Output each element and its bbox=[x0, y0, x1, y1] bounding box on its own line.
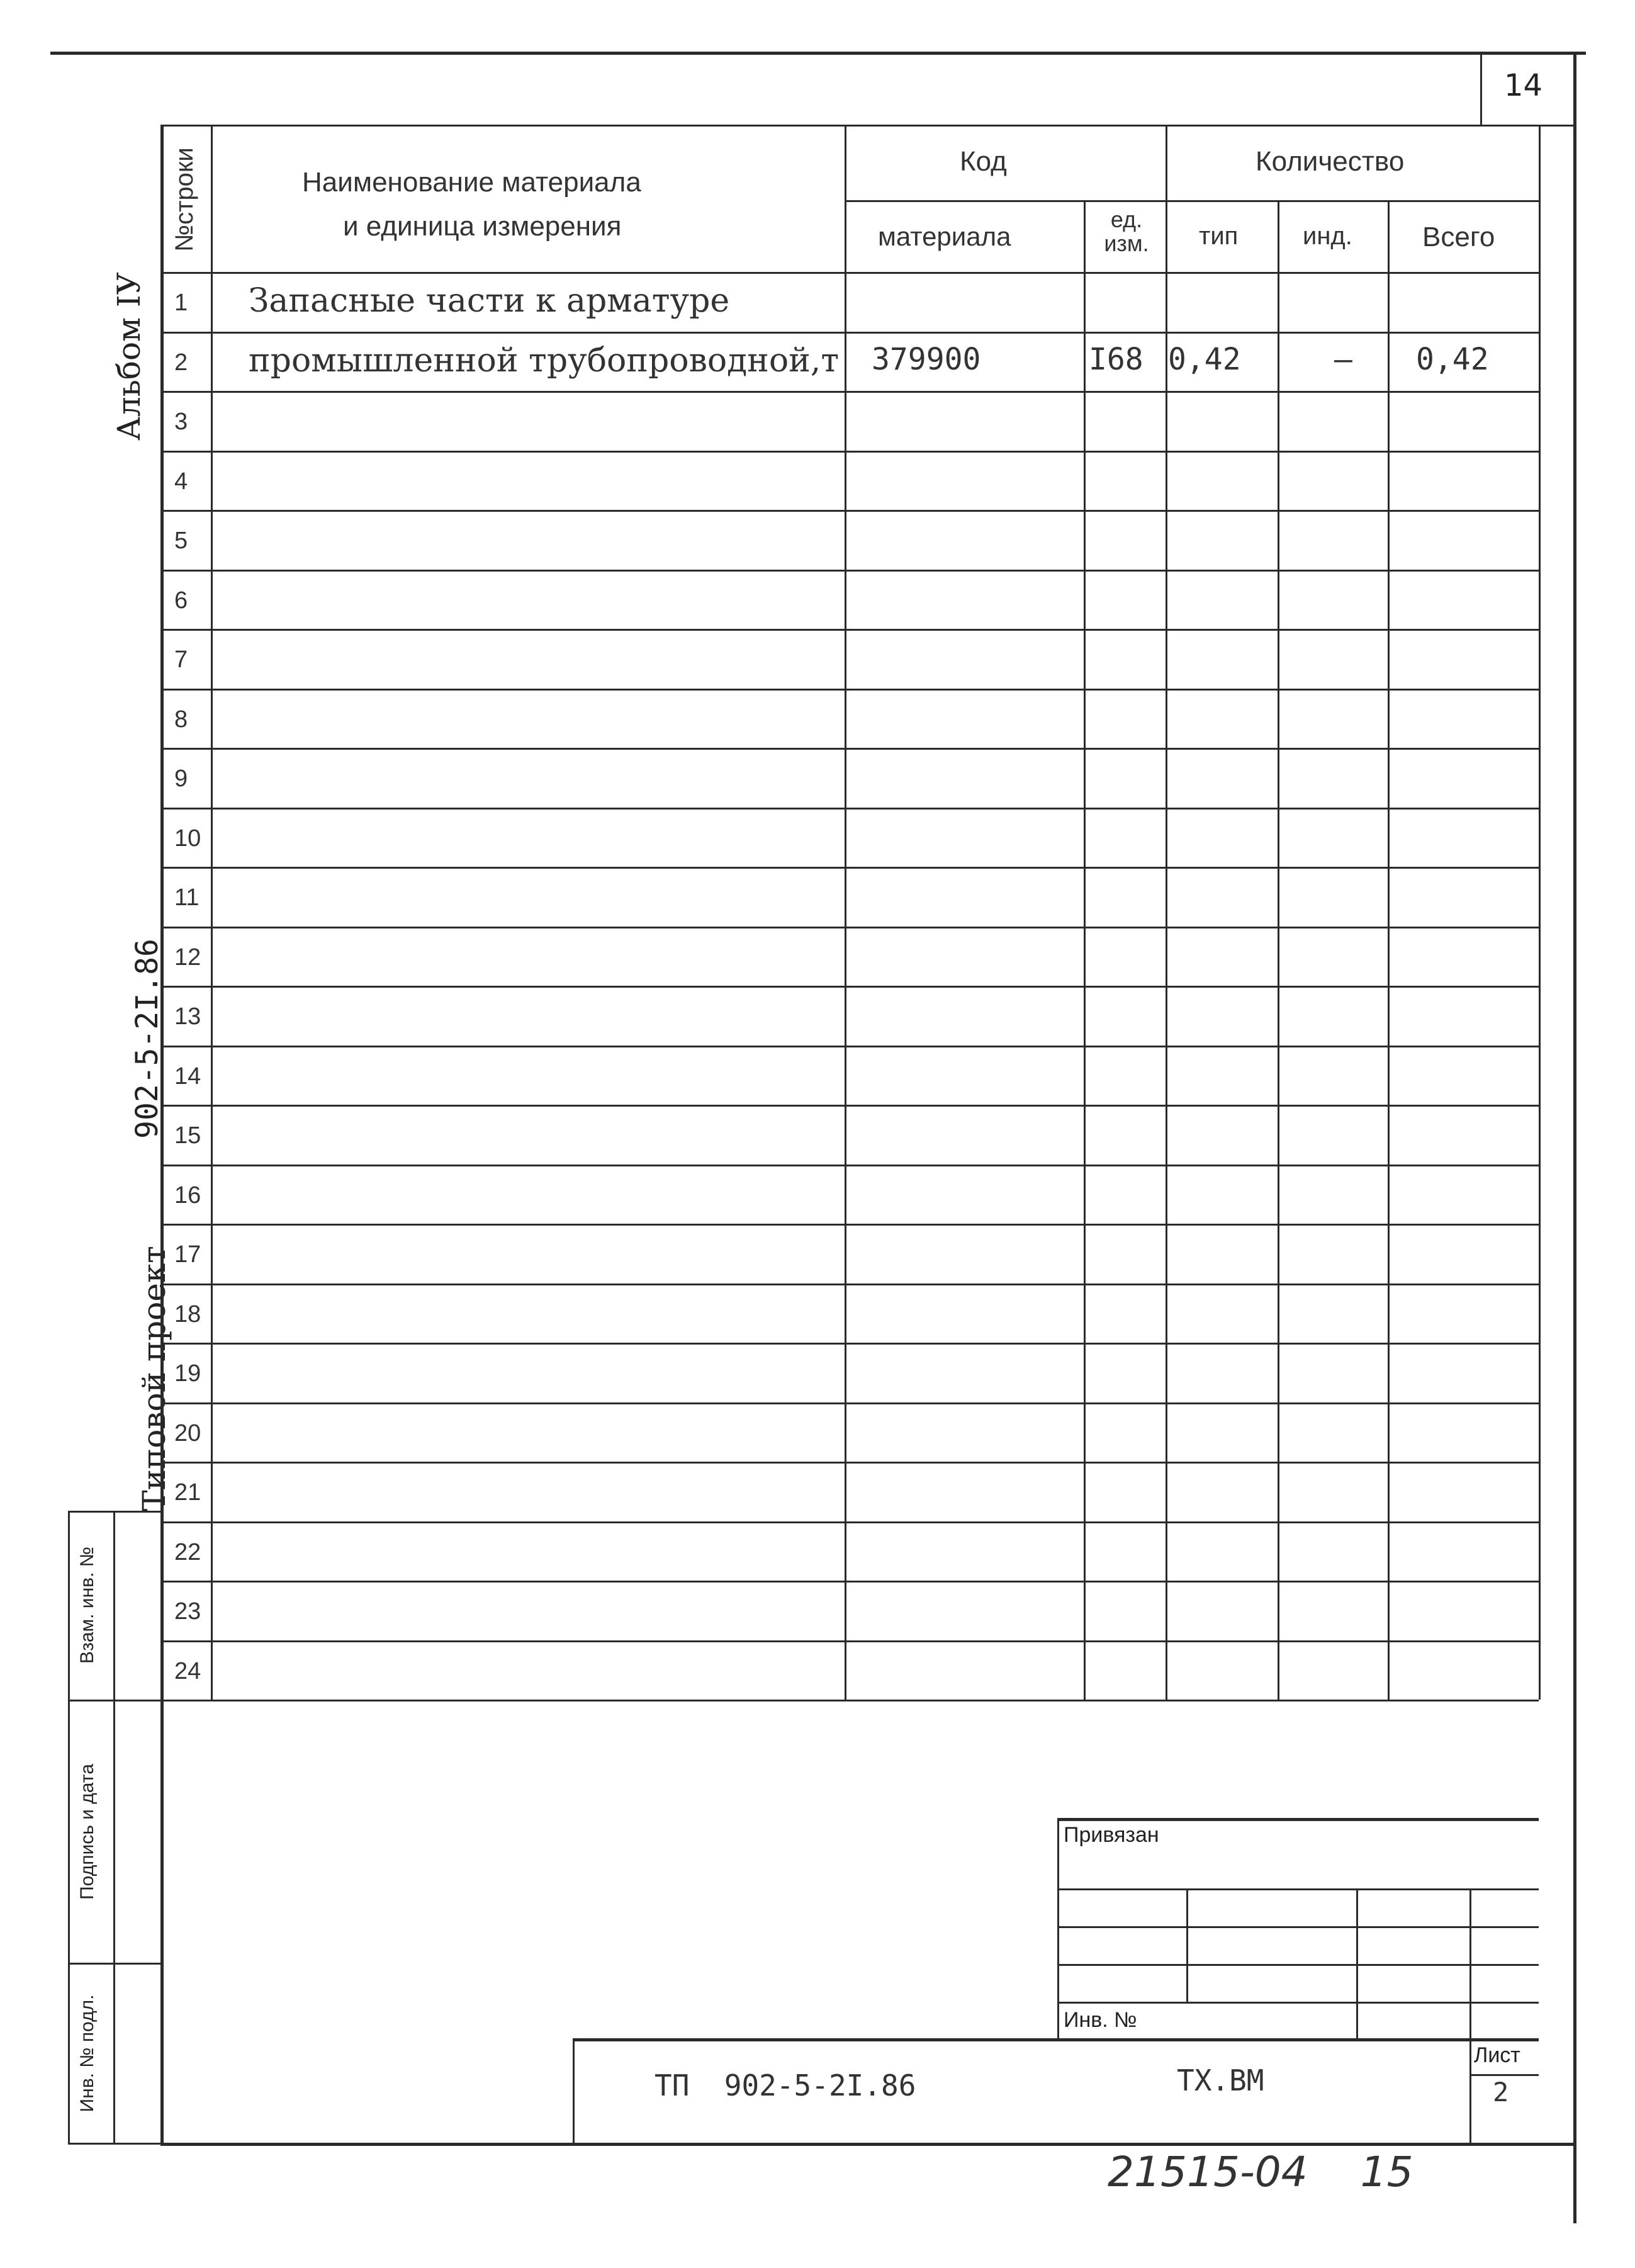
signature-date-label: Подпись и дата bbox=[77, 1764, 98, 1900]
title-block-top-line bbox=[1057, 1818, 1539, 1821]
row-number: 8 bbox=[174, 706, 188, 733]
row-line bbox=[160, 927, 1539, 928]
header-qty-ind: инд. bbox=[1303, 222, 1352, 250]
col-sep-code-unit bbox=[1084, 200, 1086, 1700]
row-number: 15 bbox=[174, 1122, 201, 1149]
row-line bbox=[160, 570, 1539, 572]
cell-name: промышленной трубопроводной,т bbox=[249, 341, 840, 380]
title-block-left-line bbox=[1057, 1818, 1059, 2038]
row-line bbox=[160, 808, 1539, 810]
title-block-line-2 bbox=[1057, 1926, 1539, 1928]
row-number: 1 bbox=[174, 290, 188, 316]
row-line bbox=[160, 1343, 1539, 1345]
row-line bbox=[160, 391, 1539, 393]
row-number: 9 bbox=[174, 765, 188, 792]
row-number: 14 bbox=[174, 1063, 201, 1090]
row-line bbox=[160, 748, 1539, 750]
corner-box-left-line bbox=[1480, 52, 1482, 126]
handwritten-footer-note: 21515-04 15 bbox=[1108, 2148, 1413, 2196]
row-line bbox=[160, 1165, 1539, 1166]
side-stamp-inner-line bbox=[113, 1511, 115, 2143]
row-line bbox=[160, 1046, 1539, 1047]
row-number: 12 bbox=[174, 944, 201, 971]
title-block-col-2 bbox=[1356, 1888, 1358, 2038]
row-number: 20 bbox=[174, 1419, 201, 1447]
replacement-inv-label: Взам. инв. № bbox=[77, 1547, 98, 1664]
row-number: 16 bbox=[174, 1182, 201, 1209]
header-qty-total: Всего bbox=[1422, 222, 1495, 252]
title-block-col-1 bbox=[1186, 1888, 1188, 2002]
title-block-col-3 bbox=[1469, 1888, 1471, 2143]
inv-no-label: Инв. № bbox=[1064, 2008, 1137, 2032]
col-sep-right bbox=[1539, 125, 1541, 1700]
row-line bbox=[160, 1105, 1539, 1107]
row-number: 4 bbox=[174, 468, 188, 495]
row-number: 11 bbox=[174, 884, 199, 911]
table-top-line bbox=[160, 125, 1573, 127]
row-line bbox=[160, 1462, 1539, 1464]
cell-unit: I68 bbox=[1089, 341, 1143, 377]
row-line bbox=[160, 1640, 1539, 1642]
album-label: Альбом IУ bbox=[111, 272, 147, 441]
header-code-unit: ед. изм. bbox=[1104, 206, 1149, 256]
row-line bbox=[160, 1700, 1539, 1701]
doc-code-left-line bbox=[573, 2038, 575, 2143]
project-code-label: 902-5-2I.86 bbox=[130, 939, 165, 1139]
row-number: 23 bbox=[174, 1598, 201, 1625]
doc-code-top-line bbox=[573, 2038, 1539, 2041]
row-line bbox=[160, 1521, 1539, 1523]
header-qty-type: тип bbox=[1199, 222, 1239, 250]
side-stamp-outer-line bbox=[68, 1511, 70, 2143]
row-number: 10 bbox=[174, 825, 201, 852]
row-number: 17 bbox=[174, 1241, 201, 1268]
header-row-number: №строки bbox=[171, 147, 198, 252]
row-line bbox=[160, 986, 1539, 988]
row-number: 22 bbox=[174, 1538, 201, 1566]
row-line bbox=[160, 867, 1539, 869]
header-name-line2: и единица измерения bbox=[343, 211, 622, 242]
sheet-corner-number: 14 bbox=[1504, 68, 1543, 103]
original-inv-label: Инв. № подл. bbox=[77, 1994, 98, 2113]
row-number: 24 bbox=[174, 1657, 201, 1684]
sheet-label: Лист bbox=[1474, 2043, 1520, 2067]
row-line bbox=[160, 1284, 1539, 1285]
row-number: 3 bbox=[174, 409, 188, 435]
row-line bbox=[160, 1402, 1539, 1404]
cell-code: 379900 bbox=[872, 341, 981, 377]
row-line bbox=[160, 629, 1539, 631]
cell-type: 0,42 bbox=[1168, 341, 1241, 377]
row-number: 2 bbox=[174, 349, 188, 376]
row-number: 7 bbox=[174, 646, 188, 673]
title-block-line-3 bbox=[1057, 1964, 1539, 1966]
header-sub-line bbox=[845, 200, 1539, 202]
col-sep-type-ind bbox=[1278, 200, 1279, 1700]
col-sep-ind-total bbox=[1388, 200, 1390, 1700]
bottom-border bbox=[160, 2143, 1573, 2146]
header-code-material: материала bbox=[878, 222, 1011, 251]
row-line bbox=[160, 1581, 1539, 1583]
sheet-number: 2 bbox=[1493, 2077, 1509, 2107]
row-number: 13 bbox=[174, 1003, 201, 1030]
row-line bbox=[160, 332, 1539, 334]
header-name-line1: Наименование материала bbox=[302, 167, 641, 198]
row-number: 18 bbox=[174, 1300, 201, 1328]
cell-total: 0,42 bbox=[1416, 341, 1489, 377]
title-block-line-1 bbox=[1057, 1888, 1539, 1890]
header-quantity: Количество bbox=[1256, 146, 1405, 177]
row-line bbox=[160, 1224, 1539, 1226]
row-line bbox=[160, 689, 1539, 691]
row-number: 19 bbox=[174, 1360, 201, 1387]
sheet-box-divider bbox=[1469, 2074, 1539, 2076]
row-line bbox=[160, 451, 1539, 453]
document-mark: ТХ.ВМ bbox=[1177, 2063, 1264, 2097]
title-block-line-4 bbox=[1057, 2002, 1539, 2004]
attached-label: Привязан bbox=[1064, 1823, 1159, 1847]
cell-name: Запасные части к арматуре bbox=[249, 282, 730, 320]
row-line bbox=[160, 510, 1539, 512]
cell-ind: – bbox=[1334, 341, 1352, 377]
row-number: 6 bbox=[174, 587, 188, 614]
header-code: Код bbox=[960, 146, 1007, 177]
right-frame-line bbox=[1573, 52, 1576, 2223]
row-number: 21 bbox=[174, 1479, 201, 1506]
row-number: 5 bbox=[174, 528, 188, 554]
project-type-label: Типовой проект bbox=[136, 1246, 172, 1511]
document-code: ТП 902-5-2I.86 bbox=[655, 2068, 916, 2102]
top-border bbox=[50, 52, 1586, 55]
header-bottom-line bbox=[160, 272, 1539, 274]
